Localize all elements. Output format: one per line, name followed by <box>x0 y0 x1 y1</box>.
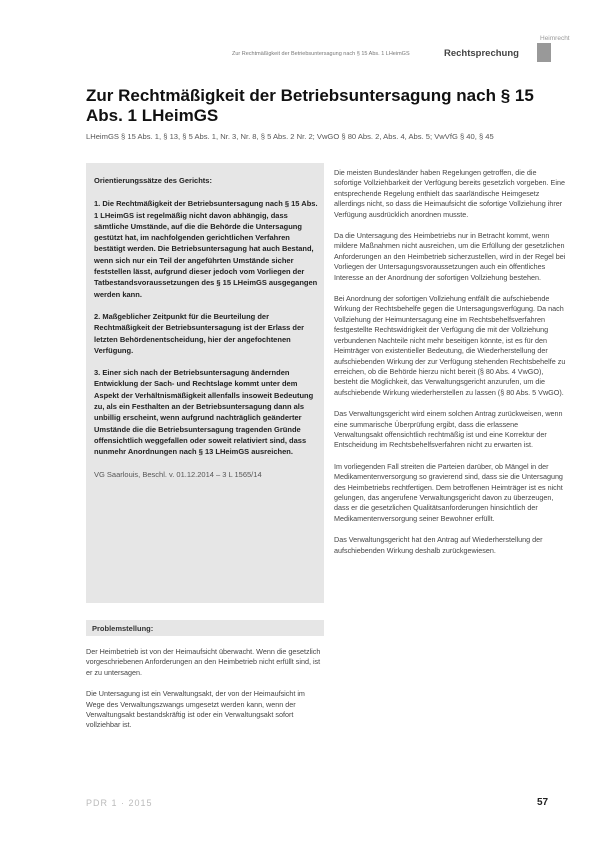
page-number: 57 <box>537 797 549 808</box>
header-marker-block <box>537 43 551 62</box>
orientation-heading: Orientierungssätze des Gerichts: <box>94 176 212 185</box>
paragraph: Im vorliegenden Fall streiten die Parteien darüber, ob Mängel in der Medikamentenversorgung so gravierend sind, dass sie die Untersagung des Heimbetriebs rechtfertigen. Dem betroffenen Heimträger ist es nicht gelungen, das angerufene Verwaltungsgericht davon zu überzeugen, dass er die gesetzlichen Qualitätsanforderungen hinsichtlich der Medikamentenversorgung seiner Bewohner erfüllt. <box>334 461 563 523</box>
paragraph: Das Verwaltungsgericht hat den Antrag auf Wiederherstellung der aufschiebenden Wirkung deshalb zurückgewiesen. <box>334 535 543 555</box>
guideline-1: 1. Die Rechtmäßigkeit der Betriebsuntersagung nach § 15 Abs. 1 LHeimGS ist regelmäßig nicht davon abhängig, dass sämtliche Umstände, auf die die Behörde die Untersagung gestützt hat, im nachfolgenden gerichtlichen Verfahren bestätigt werden. Die Betriebsuntersagung hat auch Bestand, wenn sich nur ein Teil der angeführten Umstände sicher feststellen lässt, aufgrund dieser jedoch vom Vorliegen der Tatbestandsvoraussetzungen des § 15 LHeimGS ausgegangen werden kann. <box>94 199 318 299</box>
right-column <box>334 168 566 567</box>
paragraph: Bei Anordnung der sofortigen Vollziehung entfällt die aufschiebende Wirkung der Rechtsbehelfe gegen die Untersagungsverfügung. Da nach Vollziehung der Heimuntersagung eine im Rechtsbehelfsverfahren festgestellte Rechtswidrigkeit der Verfügung die mit der Vollziehung verbundenen Nachteile nicht mehr beseitigen könnte, ist es für den Heimträger von existentieller Bedeutung, die Wiederherstellung der aufschiebenden Wirkung der zur Verfügung stehenden Rechtsbehelfe zu erreichen, ob die Behörde hierzu nicht bereit (§ 80 Abs. 4 VwGO), besteht die Möglichkeit, das Verwaltungsgericht anzurufen, um die aufschiebende Wirkung wiederherstellen zu lassen (§ 80 Abs. 5 VwGO). <box>334 294 566 397</box>
running-title: Zur Rechtmäßigkeit der Betriebsuntersagung nach § 15 Abs. 1 LHeimGS <box>232 51 410 57</box>
problem-heading: Problemstellung: <box>92 624 154 633</box>
problem-text <box>86 647 324 742</box>
guideline-3: 3. Einer sich nach der Betriebsuntersagung ändernden Entwicklung der Sach- und Rechtslage kommt unter dem Aspekt der Verhältnismäßigkeit allenfalls insoweit Bedeutung zu, als ein Festhalten an der Betriebsuntersagung dann als unbillig erscheint, wenn aufgrund nachträglich geänderter Umstände die die Betriebsuntersagung tragenden Gründe offensichtlich weggefallen oder soweit relativiert sind, dass nunmehr Anordnungen nach § 13 LHeimGS ausreichen. <box>94 368 314 457</box>
paragraph: Da die Untersagung des Heimbetriebs nur in Betracht kommt, wenn mildere Maßnahmen nicht ausreichen, um die Erfüllung der gesetzlichen Anforderungen an den Heimbetrieb sicherzustellen, wird in der Regel bei Vorliegen der Untersagungsvoraussetzungen auch ein öffentliches Interesse an der Anordnung der sofortigen Vollziehung bestehen. <box>334 231 566 282</box>
guideline-2: 2. Maßgeblicher Zeitpunkt für die Beurteilung der Rechtmäßigkeit der Betriebsuntersagung ist der Erlass der letzten Behördenentscheidung, hier der angefochtenen Verfügung. <box>94 311 305 355</box>
paragraph: Der Heimbetrieb ist von der Heimaufsicht überwacht. Wenn die gesetzlich vorgeschriebenen Anforderungen an den Heimbetrieb nicht erfüllt sind, ist er zu untersagen. <box>86 647 321 677</box>
journal-issue: PDR 1 · 2015 <box>86 798 153 808</box>
section-label: Heimrecht <box>540 35 570 42</box>
paragraph: Die meisten Bundesländer haben Regelungen getroffen, die die sofortige Vollziehbarkeit der Verfügung bereits gesetzlich vorgeben. Eine entsprechende Regelung enthielt das saarländische Heimgesetz allerdings nicht, so dass die Heimaufsicht die sofortige Vollziehung ihrer Verfügung ausdrücklich anordnen musste. <box>334 168 565 219</box>
article-title: Zur Rechtmäßigkeit der Betriebsuntersagung nach § 15 Abs. 1 LHeimGS <box>86 86 534 125</box>
court-citation: VG Saarlouis, Beschl. v. 01.12.2014 – 3 L 1565/14 <box>94 469 262 479</box>
paragraph: Das Verwaltungsgericht wird einem solchen Antrag zurückweisen, wenn eine summarische Überprüfung ergibt, dass die erlassene Verwaltungsakt offensichtlich rechtmäßig ist und eine Korrektur der Entscheidung im Rechtsbehelfsverfahren nicht zu erwarten ist. <box>334 409 563 450</box>
orientation-content <box>94 175 320 480</box>
category-label: Rechtsprechung <box>444 48 519 59</box>
paragraph: Die Untersagung ist ein Verwaltungsakt, der von der Heimaufsicht im Wege des Verwaltungszwangs umgesetzt werden kann, wenn der Verwaltungsakt bestandskräftig ist oder ein Verwaltungsakt sofort vollziehbar ist. <box>86 689 305 730</box>
norms-line: LHeimGS § 15 Abs. 1, § 13, § 5 Abs. 1, Nr. 3, Nr. 8, § 5 Abs. 2 Nr. 2; VwGO § 80 Abs. 2, Abs. 4, Abs. 5; VwVfG § 40, § 45 <box>86 132 494 141</box>
